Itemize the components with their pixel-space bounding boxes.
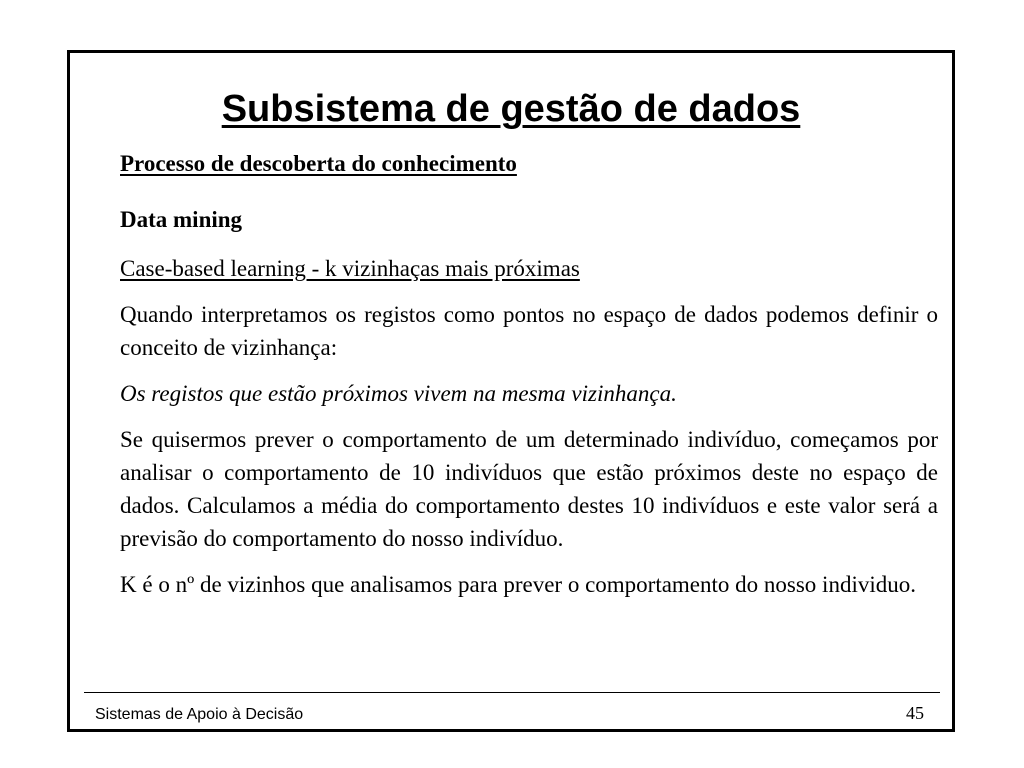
slide-content bbox=[120, 147, 938, 614]
footer-divider bbox=[84, 692, 940, 693]
footer-course-name: Sistemas de Apoio à Decisão bbox=[95, 706, 304, 723]
paragraph-neighborhood-statement: Os registos que estão próximos vivem na mesma vizinhança. bbox=[120, 381, 677, 406]
paragraph-prediction-explanation: Se quisermos prever o comportamento de um determinado indivíduo, começamos por analisar o comportamento de 10 indivíduos que estão próximos deste no espaço de dados. Calculamos a média do comportamento destes 10 indivíduos e este valor será a previsão do comportamento do nosso indivíduo. bbox=[120, 427, 938, 551]
footer-page-number: 45 bbox=[906, 703, 924, 723]
method-heading: Case-based learning - k vizinhaças mais próximas bbox=[120, 256, 580, 281]
slide-title-text: Subsistema de gestão de dados bbox=[221, 88, 801, 130]
slide-title bbox=[70, 87, 952, 131]
section-heading: Data mining bbox=[120, 207, 243, 232]
paragraph-neighborhood-definition: Quando interpretamos os registos como pontos no espaço de dados podemos definir o conceito de vizinhança: bbox=[120, 302, 938, 360]
slide-subtitle: Processo de descoberta do conhecimento bbox=[120, 151, 517, 176]
slide-frame bbox=[67, 50, 955, 732]
paragraph-k-definition: K é o nº de vizinhos que analisamos para prever o comportamento do nosso individuo. bbox=[120, 572, 916, 597]
